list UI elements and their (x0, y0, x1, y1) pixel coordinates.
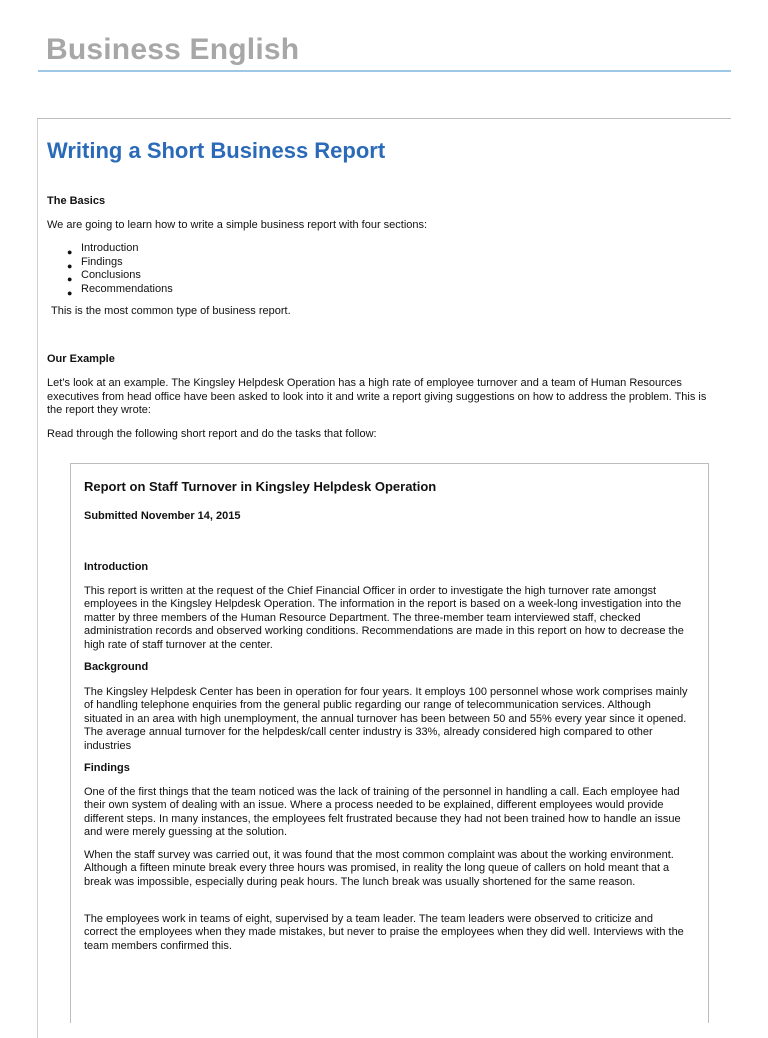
intro-paragraph: We are going to learn how to write a simple business report with four sections: (47, 219, 428, 231)
example-heading: Our Example (47, 353, 115, 365)
findings-paragraph-2: When the staff survey was carried out, it was found that the most common complaint was about the working environment. Although a fifteen minute break every three hours was promised, in reality the long queue of callers on hold meant that a break was impossible, especially during peak hours. The lunch break was usually shortened for the same reason. (84, 849, 674, 888)
findings-heading: Findings (84, 762, 130, 774)
list-item: ● Introduction (81, 242, 173, 256)
bullet-icon: ● (67, 274, 73, 284)
background-heading: Background (84, 661, 149, 673)
article-container (37, 118, 731, 1038)
site-title: Business English (46, 33, 300, 66)
article-title: Writing a Short Business Report (47, 138, 386, 163)
list-item: ● Conclusions (81, 269, 173, 283)
bullet-icon: ● (67, 247, 73, 257)
common-type-paragraph: This is the most common type of business report. (51, 305, 291, 317)
findings-paragraph-1: One of the first things that the team noticed was the lack of training of the personnel in handling a call. Each employee had their own system of dealing with an issue. Where a process needed to be explained, different employees would provide different steps. In many instances, the employees felt frustrated because they had not been trained how to handle an issue and were merely guessing at the solution. (84, 786, 681, 839)
bullet-icon: ● (67, 287, 73, 298)
findings-paragraph-3: The employees work in teams of eight, supervised by a team leader. The team leaders were observed to criticize and correct the employees when they made mistakes, but never to praise the employees when they did well. Interviews with the team members confirmed this. (84, 913, 684, 952)
read-instruction: Read through the following short report and do the tasks that follow: (47, 428, 377, 440)
introduction-paragraph: This report is written at the request of the Chief Financial Officer in order to investigate the high turnover rate amongst employees in the Kingsley Helpdesk Operation. The information in the report is based on a week-long investigation into the matter by three members of the Human Resource Department. The three-member team interviewed staff, checked administration records and observed working conditions. Recommendations are made in this report on how to decrease the high rate of staff turnover at the center. (84, 585, 684, 651)
report-submitted-date: Submitted November 14, 2015 (84, 510, 241, 522)
report-container (70, 463, 709, 1023)
list-item: ● Findings (81, 256, 173, 270)
introduction-heading: Introduction (84, 561, 149, 573)
bullet-icon: ● (67, 260, 73, 271)
list-item: ● Recommendations (81, 283, 173, 297)
sections-list (67, 242, 173, 298)
background-paragraph: The Kingsley Helpdesk Center has been in operation for four years. It employs 100 personnel whose work comprises mainly of handling telephone enquiries from the general public regarding our range of telecommunication services. Although situated in an area with high unemployment, the annual turnover has been between 50 and 55% every year since it opened. The average annual turnover for the helpdesk/call center industry is 33%, already considered high compared to other industries (84, 686, 688, 752)
example-paragraph: Let’s look at an example. The Kingsley Helpdesk Operation has a high rate of employee turnover and a team of Human Resources executives from head office have been asked to look into it and write a report giving suggestions on how to address the problem. This is the report they wrote: (47, 377, 707, 416)
site-header (38, 30, 731, 72)
basics-heading: The Basics (47, 195, 106, 207)
report-title: Report on Staff Turnover in Kingsley Helpdesk Operation (84, 479, 437, 494)
header-divider (38, 70, 731, 72)
